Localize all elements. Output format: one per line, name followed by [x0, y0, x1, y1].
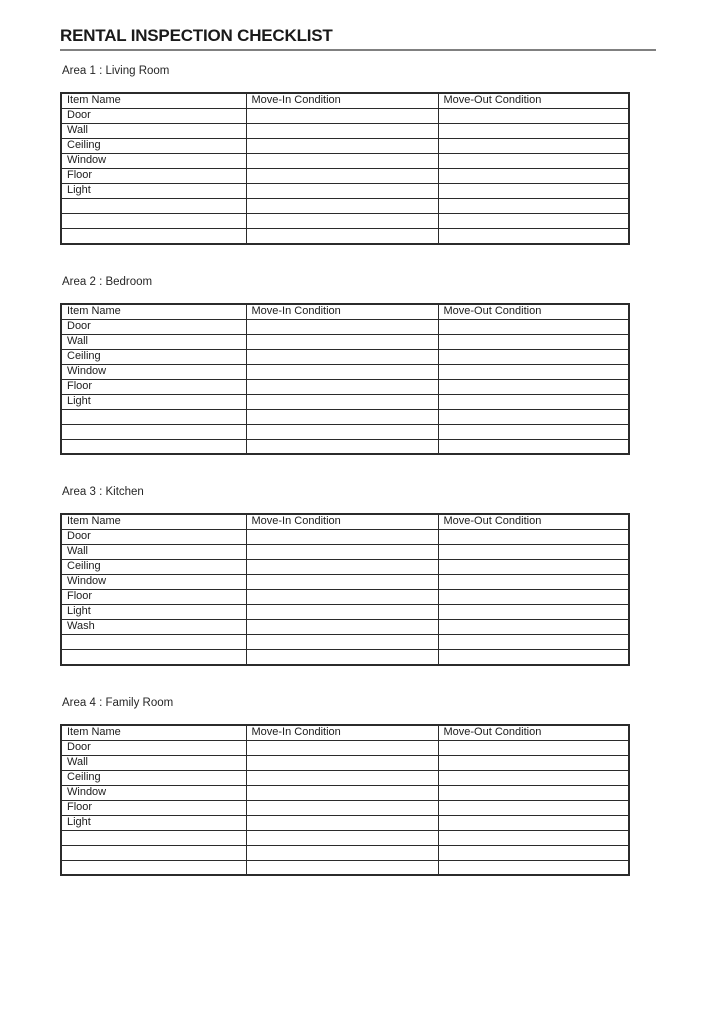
item-name-cell: Ceiling: [61, 349, 246, 364]
move-in-condition-cell: [246, 755, 438, 770]
move-out-condition-cell: [438, 334, 629, 349]
move-out-condition-cell: [438, 560, 629, 575]
move-out-condition-cell: [438, 124, 629, 139]
move-out-condition-cell: [438, 590, 629, 605]
move-in-condition-cell: [246, 650, 438, 665]
move-out-condition-cell: [438, 770, 629, 785]
move-out-condition-cell: [438, 815, 629, 830]
move-out-condition-cell: [438, 409, 629, 424]
table-row: [61, 229, 629, 244]
move-out-condition-cell: [438, 800, 629, 815]
item-name-cell: [61, 409, 246, 424]
table-row: [61, 845, 629, 860]
checklist-section: [60, 485, 656, 666]
column-header: Move-Out Condition: [438, 725, 629, 741]
table-row: [61, 545, 629, 560]
move-out-condition-cell: [438, 530, 629, 545]
table-row: [61, 199, 629, 214]
move-in-condition-cell: [246, 785, 438, 800]
item-name-cell: Ceiling: [61, 139, 246, 154]
move-out-condition-cell: [438, 379, 629, 394]
move-out-condition-cell: [438, 229, 629, 244]
table-row: [61, 605, 629, 620]
table-row: [61, 319, 629, 334]
move-out-condition-cell: [438, 424, 629, 439]
table-row: [61, 635, 629, 650]
move-in-condition-cell: [246, 740, 438, 755]
header-row: [61, 304, 629, 320]
item-name-cell: Door: [61, 530, 246, 545]
table-row: [61, 860, 629, 875]
table-row: [61, 830, 629, 845]
table-row: [61, 530, 629, 545]
item-name-cell: Wash: [61, 620, 246, 635]
move-out-condition-cell: [438, 394, 629, 409]
table-row: [61, 770, 629, 785]
item-name-cell: Ceiling: [61, 770, 246, 785]
table-row: [61, 620, 629, 635]
move-in-condition-cell: [246, 830, 438, 845]
move-out-condition-cell: [438, 319, 629, 334]
column-header: Move-Out Condition: [438, 304, 629, 320]
header-row: [61, 514, 629, 530]
sections-container: [60, 64, 656, 876]
item-name-cell: Light: [61, 815, 246, 830]
table-row: [61, 154, 629, 169]
inspection-table: [60, 92, 630, 245]
move-out-condition-cell: [438, 154, 629, 169]
move-out-condition-cell: [438, 169, 629, 184]
move-out-condition-cell: [438, 109, 629, 124]
inspection-table: [60, 303, 630, 456]
table-row: [61, 815, 629, 830]
move-in-condition-cell: [246, 860, 438, 875]
item-name-cell: Window: [61, 364, 246, 379]
move-in-condition-cell: [246, 379, 438, 394]
item-name-cell: [61, 229, 246, 244]
column-header: Move-In Condition: [246, 514, 438, 530]
move-out-condition-cell: [438, 755, 629, 770]
move-out-condition-cell: [438, 845, 629, 860]
item-name-cell: Light: [61, 184, 246, 199]
move-in-condition-cell: [246, 590, 438, 605]
column-header: Move-In Condition: [246, 93, 438, 109]
move-in-condition-cell: [246, 394, 438, 409]
item-name-cell: Ceiling: [61, 560, 246, 575]
move-out-condition-cell: [438, 605, 629, 620]
move-out-condition-cell: [438, 785, 629, 800]
move-out-condition-cell: [438, 620, 629, 635]
header-row: [61, 93, 629, 109]
move-out-condition-cell: [438, 439, 629, 454]
move-in-condition-cell: [246, 815, 438, 830]
move-out-condition-cell: [438, 545, 629, 560]
item-name-cell: [61, 845, 246, 860]
move-in-condition-cell: [246, 334, 438, 349]
move-in-condition-cell: [246, 109, 438, 124]
move-in-condition-cell: [246, 620, 438, 635]
item-name-cell: Window: [61, 575, 246, 590]
section-label: Area 1 : Living Room: [62, 65, 170, 77]
item-name-cell: Light: [61, 394, 246, 409]
table-row: [61, 590, 629, 605]
table-row: [61, 439, 629, 454]
move-in-condition-cell: [246, 424, 438, 439]
document-content: [60, 26, 656, 876]
move-out-condition-cell: [438, 139, 629, 154]
table-row: [61, 424, 629, 439]
item-name-cell: Floor: [61, 800, 246, 815]
move-in-condition-cell: [246, 184, 438, 199]
move-in-condition-cell: [246, 439, 438, 454]
move-out-condition-cell: [438, 740, 629, 755]
table-row: [61, 755, 629, 770]
move-out-condition-cell: [438, 364, 629, 379]
move-in-condition-cell: [246, 319, 438, 334]
move-in-condition-cell: [246, 199, 438, 214]
move-in-condition-cell: [246, 169, 438, 184]
table-row: [61, 394, 629, 409]
move-in-condition-cell: [246, 139, 438, 154]
item-name-cell: [61, 214, 246, 229]
move-in-condition-cell: [246, 154, 438, 169]
item-name-cell: [61, 439, 246, 454]
table-row: [61, 575, 629, 590]
move-in-condition-cell: [246, 409, 438, 424]
table-row: [61, 560, 629, 575]
table-row: [61, 379, 629, 394]
move-in-condition-cell: [246, 605, 438, 620]
checklist-section: [60, 696, 656, 877]
item-name-cell: Window: [61, 785, 246, 800]
move-in-condition-cell: [246, 800, 438, 815]
item-name-cell: [61, 830, 246, 845]
table-row: [61, 109, 629, 124]
section-label: Area 4 : Family Room: [62, 696, 174, 709]
item-name-cell: Light: [61, 605, 246, 620]
item-name-cell: [61, 199, 246, 214]
table-row: [61, 740, 629, 755]
item-name-cell: Floor: [61, 379, 246, 394]
item-name-cell: Door: [61, 109, 246, 124]
move-in-condition-cell: [246, 635, 438, 650]
item-name-cell: Wall: [61, 545, 246, 560]
document-title: RENTAL INSPECTION CHECKLIST: [60, 26, 656, 51]
column-header: Move-In Condition: [246, 304, 438, 320]
item-name-cell: Window: [61, 154, 246, 169]
move-out-condition-cell: [438, 635, 629, 650]
move-out-condition-cell: [438, 575, 629, 590]
item-name-cell: [61, 650, 246, 665]
table-row: [61, 214, 629, 229]
item-name-cell: [61, 635, 246, 650]
item-name-cell: Door: [61, 740, 246, 755]
header-row: [61, 725, 629, 741]
table-row: [61, 650, 629, 665]
column-header: Item Name: [61, 514, 246, 530]
item-name-cell: Wall: [61, 334, 246, 349]
checklist-section: [60, 275, 656, 456]
move-out-condition-cell: [438, 349, 629, 364]
move-in-condition-cell: [246, 349, 438, 364]
column-header: Item Name: [61, 725, 246, 741]
item-name-cell: [61, 860, 246, 875]
table-row: [61, 364, 629, 379]
move-in-condition-cell: [246, 214, 438, 229]
move-out-condition-cell: [438, 830, 629, 845]
column-header: Item Name: [61, 93, 246, 109]
move-out-condition-cell: [438, 214, 629, 229]
checklist-section: [60, 64, 656, 245]
item-name-cell: Wall: [61, 124, 246, 139]
item-name-cell: Wall: [61, 755, 246, 770]
inspection-table: [60, 724, 630, 877]
table-row: [61, 139, 629, 154]
move-out-condition-cell: [438, 860, 629, 875]
column-header: Move-Out Condition: [438, 514, 629, 530]
item-name-cell: Floor: [61, 169, 246, 184]
move-in-condition-cell: [246, 530, 438, 545]
move-out-condition-cell: [438, 199, 629, 214]
table-row: [61, 124, 629, 139]
column-header: Item Name: [61, 304, 246, 320]
table-row: [61, 349, 629, 364]
move-in-condition-cell: [246, 575, 438, 590]
item-name-cell: Door: [61, 319, 246, 334]
move-in-condition-cell: [246, 845, 438, 860]
table-row: [61, 184, 629, 199]
section-label: Area 2 : Bedroom: [62, 275, 153, 288]
move-in-condition-cell: [246, 770, 438, 785]
table-row: [61, 409, 629, 424]
move-in-condition-cell: [246, 229, 438, 244]
inspection-table: [60, 513, 630, 666]
move-in-condition-cell: [246, 545, 438, 560]
column-header: Move-Out Condition: [438, 93, 629, 109]
move-in-condition-cell: [246, 124, 438, 139]
item-name-cell: [61, 424, 246, 439]
move-out-condition-cell: [438, 650, 629, 665]
move-out-condition-cell: [438, 184, 629, 199]
table-row: [61, 169, 629, 184]
move-in-condition-cell: [246, 364, 438, 379]
column-header: Move-In Condition: [246, 725, 438, 741]
item-name-cell: Floor: [61, 590, 246, 605]
table-row: [61, 785, 629, 800]
section-label: Area 3 : Kitchen: [62, 486, 144, 498]
move-in-condition-cell: [246, 560, 438, 575]
table-row: [61, 800, 629, 815]
table-row: [61, 334, 629, 349]
